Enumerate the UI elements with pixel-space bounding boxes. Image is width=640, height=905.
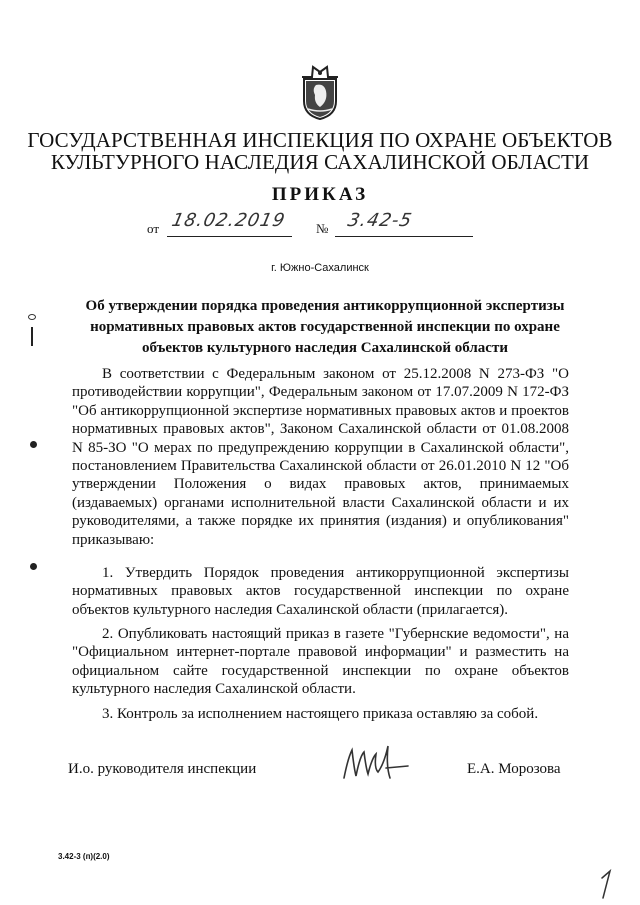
sakhalin-coat-of-arms-icon xyxy=(298,63,342,121)
signatory-role: И.о. руководителя инспекции xyxy=(68,761,257,777)
order-item-1: 1. Утвердить Порядок проведения антикоррупционной экспертизы нормативных правовых актов государственной инспекции по охране объектов культурного наследия Сахалинской области (прилагается). xyxy=(72,565,569,618)
document-type: ПРИКАЗ xyxy=(271,184,369,205)
order-date: 18.02.2019 xyxy=(169,210,288,231)
handwritten-signature-icon xyxy=(338,738,410,786)
margin-line-mark xyxy=(31,327,33,346)
signatory-name: Е.А. Морозова xyxy=(467,761,561,777)
organization-name-line-2: КУЛЬТУРНОГО НАСЛЕДИЯ САХАЛИНСКОЙ ОБЛАСТИ xyxy=(50,150,590,174)
date-label: от xyxy=(147,221,160,236)
document-title: Об утверждении порядка проведения антикоррупционной экспертизы нормативных правовых актов государственной инспекции по охране объектов культурного наследия Сахалинской области xyxy=(85,298,565,356)
intro-paragraph: В соответствии с Федеральным законом от 25.12.2008 N 273-ФЗ "О противодействии коррупции", Федеральным законом от 17.07.2009 N 172-ФЗ "Об антикоррупционной экспертизе нормативных правовых актов и проектов нормативных правовых актов", Законом Сахалинской области от 01.08.2008 N 85-ЗО "О мерах по предупреждению коррупции в Сахалинской области", постановлением Правительства Сахалинской области от 26.01.2010 N 12 "Об утверждении Положения о видах правовых актов, принимаемых (издаваемых) органами исполнительной власти Сахалинской области и их руководителями, а также порядке их принятия (издания) и опубликования" приказываю: xyxy=(72,366,569,548)
city: г. Южно-Сахалинск xyxy=(271,262,369,274)
organization-name-line-1: ГОСУДАРСТВЕННАЯ ИНСПЕКЦИЯ ПО ОХРАНЕ ОБЪЕКТОВ xyxy=(27,128,613,152)
date-underline xyxy=(167,236,292,237)
number-label: № xyxy=(316,221,329,236)
handwritten-page-number-icon xyxy=(596,868,616,900)
punch-hole-mark xyxy=(30,441,37,448)
margin-mark xyxy=(28,314,36,320)
number-underline xyxy=(335,236,473,237)
document-code: 3.42-3 (п)(2.0) xyxy=(58,852,110,861)
order-item-2: 2. Опубликовать настоящий приказ в газете "Губернские ведомости", на "Официальном интернет-портале правовой информации" и разместить на официальном сайте государственной инспекции по охране объектов культурного наследия Сахалинской области. xyxy=(72,626,569,698)
order-number: 3.42-5 xyxy=(345,210,415,231)
punch-hole-mark xyxy=(30,563,37,570)
order-item-3: 3. Контроль за исполнением настоящего приказа оставляю за собой. xyxy=(102,706,539,722)
